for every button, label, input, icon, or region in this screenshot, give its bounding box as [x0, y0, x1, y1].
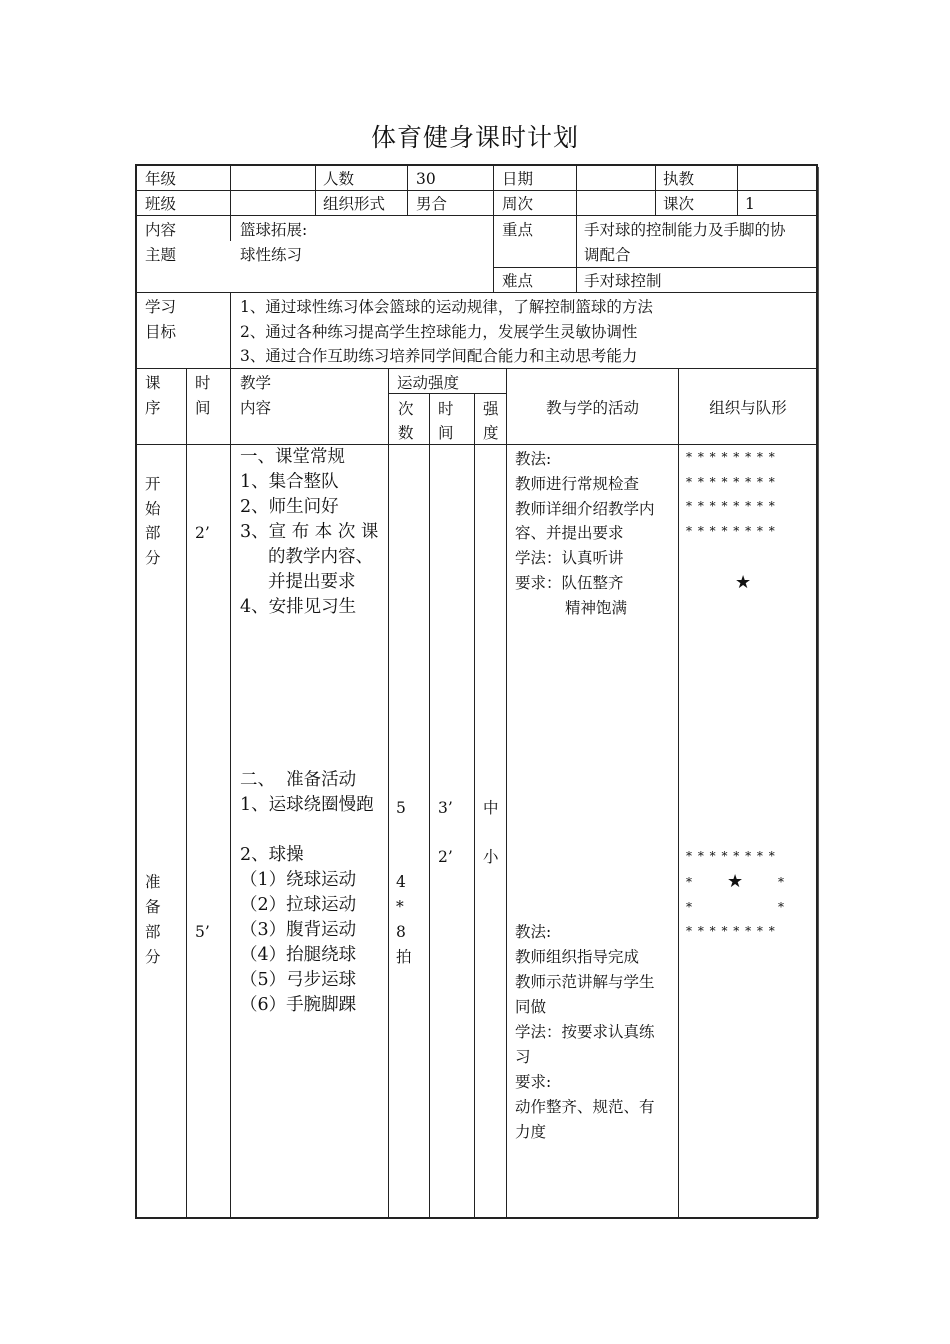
start-activity-line: 要求：队伍整齐: [515, 574, 624, 592]
week-label: 周次: [502, 195, 534, 213]
prep-activity-line: 教师示范讲解与学生: [515, 973, 655, 991]
teacher-star-icon: ★: [735, 572, 752, 593]
class-label: 班级: [145, 195, 177, 213]
formation-row: * * * * * * * *: [686, 475, 776, 489]
formation-row: * * * * * * * *: [686, 499, 776, 513]
prep-content-line: 2、球操: [240, 845, 304, 865]
goal-item: 3、通过合作互助练习培养同学间配合能力和主动思考能力: [240, 347, 638, 365]
prep-activity-line: 力度: [515, 1123, 547, 1141]
start-activity-line: 教师详细介绍教学内: [515, 500, 655, 518]
goals-label-1: 学习: [145, 298, 177, 316]
count-value: 30: [416, 170, 436, 188]
prep-content-line: （3）腹背运动: [240, 920, 357, 940]
start-content-line: 一、课堂常规: [240, 447, 345, 467]
col-formation: 组织与队形: [709, 399, 787, 417]
prep-content-line: （6）手腕脚踝: [240, 995, 357, 1015]
run-strength: 中: [483, 799, 499, 817]
start-content-line: 4、安排见习生: [240, 597, 357, 617]
formation-row: * * * * * * * *: [686, 849, 776, 863]
col-time-2: 间: [195, 399, 211, 417]
col-count-1: 次: [398, 400, 414, 418]
date-label: 日期: [502, 170, 534, 188]
col-content-2: 内容: [240, 399, 272, 417]
page-title: 体育健身课时计划: [370, 123, 579, 152]
difficulty-label: 难点: [502, 272, 534, 290]
teacher-star-icon: ★: [727, 871, 744, 892]
start-activity-line: 教师进行常规检查: [515, 475, 640, 493]
col-content-1: 教学: [240, 374, 272, 392]
start-part-char: 部: [145, 524, 161, 542]
run-count: 5: [396, 799, 406, 817]
start-content-line: 的教学内容、: [268, 547, 373, 567]
col-duration-2: 间: [438, 424, 454, 442]
col-intensity: 运动强度: [397, 374, 460, 392]
formation-side: *: [778, 900, 785, 914]
start-content-line: 2、师生问好: [240, 497, 339, 517]
prep-content-line: （2）拉球运动: [240, 895, 357, 915]
prep-content-line: （5）弓步运球: [240, 970, 357, 990]
start-part-char: 始: [145, 500, 161, 518]
count-label: 人数: [323, 170, 355, 188]
lesson-label: 课次: [663, 195, 695, 213]
ops-time: 2’: [438, 848, 453, 866]
content-text-1: 篮球拓展:: [240, 221, 308, 239]
ops-count-char: 4: [396, 873, 406, 891]
org-value: 男合: [416, 195, 448, 213]
key-point-label: 重点: [502, 221, 534, 239]
lesson-value: 1: [745, 195, 755, 213]
content-label-2: 主题: [145, 246, 177, 264]
ops-count-char: *: [396, 898, 404, 916]
prep-content-line: （4）抬腿绕球: [240, 945, 357, 965]
start-time: 2’: [195, 524, 210, 542]
key-point-line-2: 调配合: [584, 246, 631, 264]
formation-side: *: [778, 875, 785, 889]
prep-activity-line: 教法:: [515, 923, 552, 941]
ops-count-char: 拍: [396, 948, 412, 966]
ops-count-char: 8: [396, 923, 406, 941]
start-part-char: 分: [145, 549, 161, 567]
formation-side: *: [686, 875, 693, 889]
formation-side: *: [686, 900, 693, 914]
start-activity-line: 教法:: [515, 450, 552, 468]
start-content-line: 1、集合整队: [240, 472, 339, 492]
start-content-line: 3、宣 布 本 次 课: [240, 522, 379, 542]
col-time-1: 时: [195, 374, 211, 392]
key-point-line-1: 手对球的控制能力及手脚的协: [584, 221, 786, 239]
formation-row: * * * * * * * *: [686, 524, 776, 538]
start-activity-line: 学法：认真听讲: [515, 549, 624, 567]
prep-content-line: 1、运球绕圈慢跑: [240, 795, 374, 815]
start-activity-line: 精神饱满: [565, 599, 628, 617]
prep-activity-line: 要求:: [515, 1073, 552, 1091]
start-content-line: 并提出要求: [268, 572, 356, 592]
prep-content-line: （1）绕球运动: [240, 870, 357, 890]
prep-part-char: 准: [145, 873, 161, 891]
prep-activity-line: 学法：按要求认真练: [515, 1023, 655, 1041]
goal-item: 2、通过各种练习提高学生控球能力，发展学生灵敏协调性: [240, 323, 638, 341]
col-strength-1: 强: [483, 400, 499, 418]
col-order-2: 序: [145, 399, 161, 417]
ops-strength: 小: [483, 848, 499, 866]
teacher-label: 执教: [663, 170, 695, 188]
goal-item: 1、通过球性练习体会篮球的运动规律，了解控制篮球的方法: [240, 298, 653, 316]
prep-activity-line: 同做: [515, 998, 547, 1016]
prep-content-line: 二、 准备活动: [240, 770, 357, 790]
content-label-1: 内容: [145, 221, 177, 239]
difficulty-value: 手对球控制: [584, 272, 662, 290]
prep-part-char: 分: [145, 948, 161, 966]
grade-label: 年级: [145, 170, 177, 188]
prep-time: 5’: [195, 923, 210, 941]
start-part-char: 开: [145, 475, 161, 493]
org-label: 组织形式: [323, 195, 386, 213]
goals-label-2: 目标: [145, 323, 177, 341]
prep-part-char: 备: [145, 898, 161, 916]
prep-activity-line: 动作整齐、规范、有: [515, 1098, 655, 1116]
prep-part-char: 部: [145, 923, 161, 941]
start-activity-line: 容、并提出要求: [515, 524, 624, 542]
col-duration-1: 时: [438, 400, 454, 418]
col-activity: 教与学的活动: [545, 399, 639, 417]
col-strength-2: 度: [483, 424, 499, 442]
prep-activity-line: 习: [515, 1048, 531, 1066]
formation-row: * * * * * * * *: [686, 450, 776, 464]
formation-row: * * * * * * * *: [686, 924, 776, 938]
content-text-2: 球性练习: [240, 246, 303, 264]
run-time: 3’: [438, 799, 453, 817]
prep-activity-line: 教师组织指导完成: [515, 948, 640, 966]
col-order-1: 课: [145, 374, 161, 392]
col-count-2: 数: [398, 424, 414, 442]
